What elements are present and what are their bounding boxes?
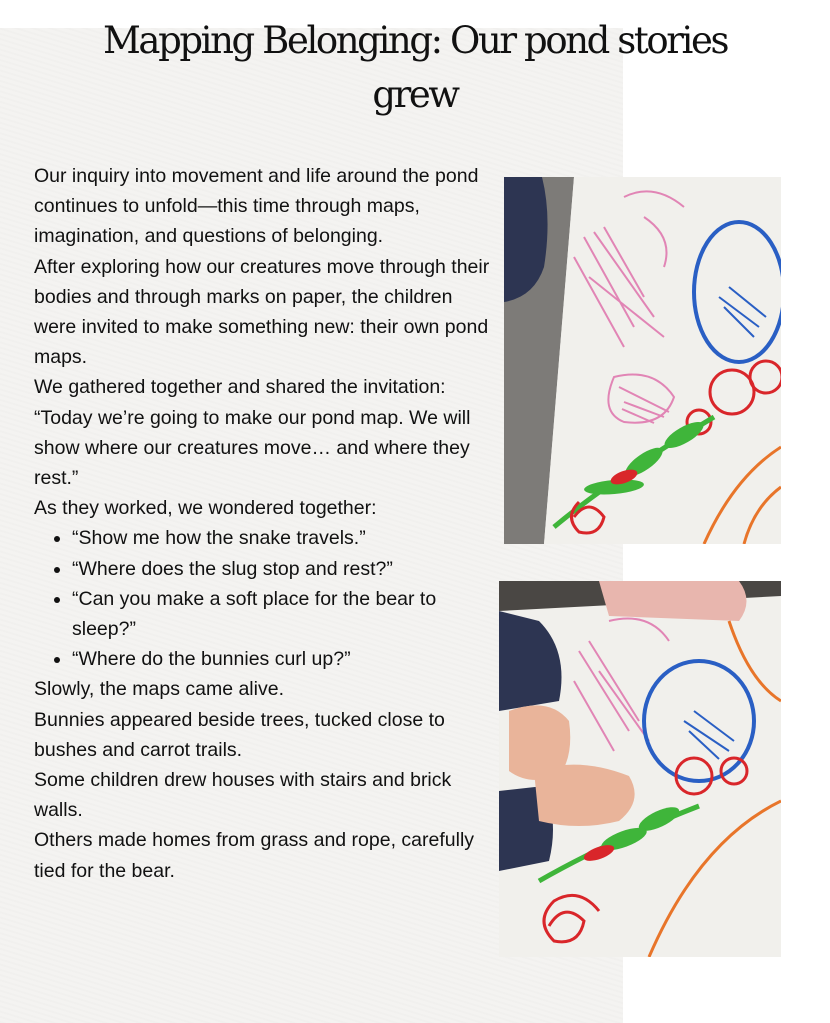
list-item: • “Can you make a soft place for the bear to sleep?” [72, 584, 494, 644]
page-title: Mapping Belonging: Our pond stories grew [102, 19, 728, 116]
article-body [34, 161, 494, 886]
list-item: • “Show me how the snake travels.” [72, 523, 494, 553]
pond-map-photo-1 [504, 177, 781, 544]
paragraph: As they worked, we wondered together: [34, 497, 377, 520]
question-list [34, 523, 494, 674]
paragraph: Others made homes from grass and rope, carefully tied for the bear. [34, 829, 475, 882]
paragraph: Slowly, the maps came alive. [34, 678, 284, 701]
paragraph: After exploring how our creatures move through their bodies and through marks on paper, the children were invited to make something new: their own pond maps. [34, 255, 490, 369]
list-item: • “Where do the bunnies curl up?” [72, 644, 494, 674]
paragraph: Bunnies appeared beside trees, tucked close to bushes and carrot trails. [34, 708, 445, 761]
paragraph: “Today we’re going to make our pond map. We will show where our creatures move… and where they rest.” [34, 406, 471, 490]
paragraph: Some children drew houses with stairs and brick walls. [34, 769, 452, 822]
list-item: • “Where does the slug stop and rest?” [72, 554, 494, 584]
pond-map-photo-2 [499, 581, 781, 957]
paragraph: We gathered together and shared the invitation: [34, 376, 446, 399]
paragraph: Our inquiry into movement and life around the pond continues to unfold—this time through maps, imagination, and questions of belonging. [34, 165, 479, 248]
